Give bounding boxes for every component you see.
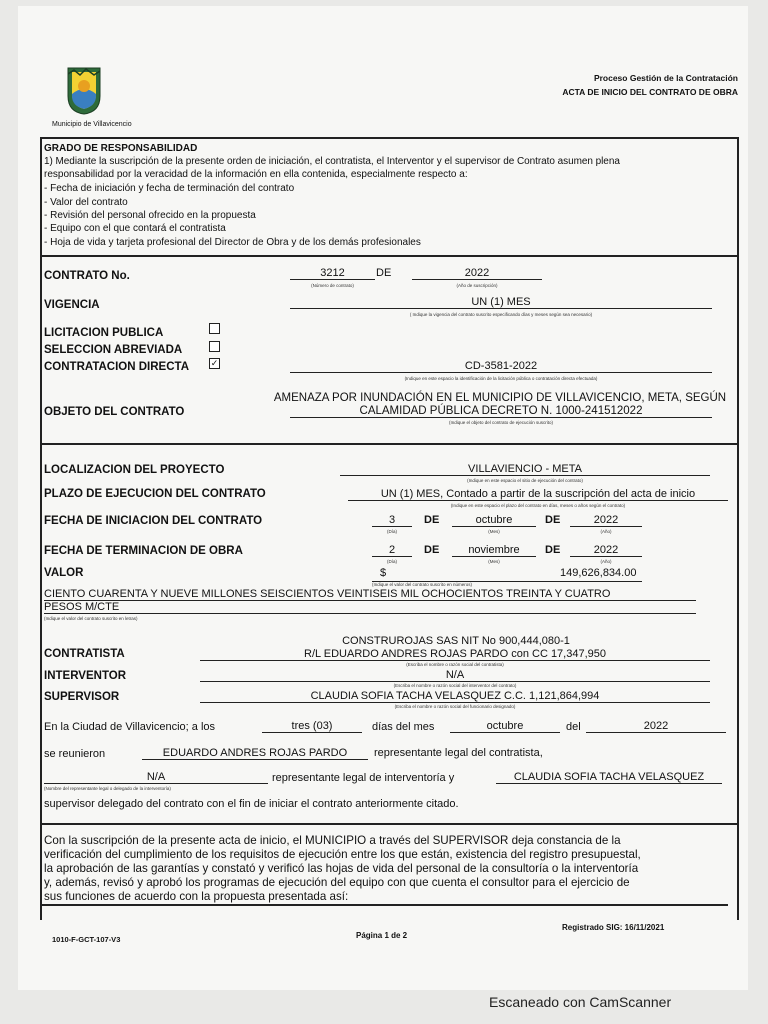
seleccion-checkbox[interactable] <box>209 341 220 352</box>
final-paragraph-line: y, además, revisó y aprobó los programas de ejecución del equipo con que cuenta el consultor para el ejercicio de <box>44 876 630 889</box>
vigencia-label: VIGENCIA <box>44 299 100 311</box>
municipality-name: Municipio de Villavicencio <box>52 121 132 128</box>
footer-form-code: 1010-F-GCT-107-V3 <box>52 935 121 944</box>
end-month-hint: (Mes) <box>488 559 500 564</box>
meeting-day-value: tres (03) <box>262 720 362 733</box>
supervisor-label: SUPERVISOR <box>44 691 120 703</box>
camscanner-watermark: Escaneado con CamScanner <box>489 994 672 1010</box>
end-date-label: FECHA DE TERMINACION DE OBRA <box>44 545 243 557</box>
meeting-city-text: En la Ciudad de Villavicencio; a los <box>44 721 216 733</box>
responsibility-item: - Valor del contrato <box>44 197 128 208</box>
interventor-value: N/A <box>200 669 710 682</box>
plazo-hint: (Indique en este espacio el plazo del contrato en días, meses o años según el contrato) <box>450 503 626 508</box>
location-hint: (Indique en este espacio el sitio de ejecución del contrato) <box>467 478 583 483</box>
footer-registered: Registrado SIG: 16/11/2021 <box>562 923 665 932</box>
contract-number-label: CONTRATO No. <box>44 270 130 282</box>
supervisor-value: CLAUDIA SOFIA TACHA VELASQUEZ C.C. 1,121,864,994 <box>200 690 710 703</box>
valor-label: VALOR <box>44 567 84 579</box>
licitacion-checkbox[interactable] <box>209 323 220 334</box>
start-month-hint: (Mes) <box>488 529 500 534</box>
interventor-hint: (Escriba el nombre o razón social del interventor del contrato) <box>393 683 517 688</box>
supervisor-hint: (Escriba el nombre o razón social del funcionario designado) <box>394 704 516 709</box>
end-year-value: 2022 <box>570 544 642 557</box>
valor-words-hint: (Indique el valor del contrato suscrito en letras) <box>44 616 138 621</box>
meeting-reunieron: se reunieron <box>44 748 106 760</box>
contract-number-hint: (Número de contrato) <box>311 283 354 288</box>
final-paragraph-line: Con la suscripción de la presente acta de inicio, el MUNICIPIO a través del SUPERVISOR deja constancia de la <box>44 834 621 847</box>
start-day-value: 3 <box>372 514 412 527</box>
start-month-value: octubre <box>452 514 536 527</box>
start-year-value: 2022 <box>570 514 642 527</box>
contract-year-value: 2022 <box>412 267 542 280</box>
meeting-sup-name: CLAUDIA SOFIA TACHA VELASQUEZ <box>496 771 722 784</box>
process-title: Proceso Gestión de la Contratación <box>593 73 738 83</box>
responsibility-item: - Fecha de iniciación y fecha de terminación del contrato <box>44 183 295 194</box>
directa-checkbox[interactable]: ✓ <box>210 358 219 368</box>
responsibility-item: - Equipo con el que contará el contratista <box>44 223 226 234</box>
document-title: ACTA DE INICIO DEL CONTRATO DE OBRA <box>562 87 738 97</box>
vigencia-value: UN (1) MES <box>290 296 712 309</box>
responsibility-item: - Revisión del personal ofrecido en la propuesta <box>44 210 256 221</box>
contratista-label: CONTRATISTA <box>44 648 125 660</box>
objeto-hint: (Indique el objeto del contrato de ejecución suscrito) <box>448 420 554 425</box>
valor-hint: (Indique el valor del contrato suscrito en números) <box>372 582 473 587</box>
end-day-value: 2 <box>372 544 412 557</box>
vigencia-hint: ( Indique la vigencia del contrato suscrito especificando días y meses según sea necesario) <box>409 312 593 317</box>
responsibility-title: GRADO DE RESPONSABILIDAD <box>44 143 198 154</box>
frame-top-border <box>40 137 738 139</box>
end-month-value: noviembre <box>452 544 536 557</box>
municipality-logo <box>66 66 102 121</box>
start-year-hint: (Año) <box>600 529 612 534</box>
process-id-value: CD-3581-2022 <box>290 360 712 373</box>
footer-page-number: Página 1 de 2 <box>356 931 408 940</box>
start-day-hint: (Día) <box>387 529 397 534</box>
meeting-rep-text: representante legal del contratista, <box>374 747 543 759</box>
meeting-rep-name: EDUARDO ANDRES ROJAS PARDO <box>142 747 368 760</box>
modality-label-seleccion: SELECCION ABREVIADA <box>44 344 183 356</box>
modality-label-licitacion: LICITACION PUBLICA <box>44 327 164 339</box>
responsibility-item: - Hoja de vida y tarjeta profesional del Director de Obra y de los demás profesionales <box>44 237 421 248</box>
contract-year-hint: (Año de suscripción) <box>456 283 498 288</box>
meeting-closing: supervisor delegado del contrato con el fin de iniciar el contrato anteriormente citado. <box>44 798 459 810</box>
modality-label-directa: CONTRATACION DIRECTA <box>44 361 190 373</box>
meeting-interv-hint: (Nombre del representante legal o delegado de la interventoría) <box>44 786 171 791</box>
contratista-line-1: CONSTRUROJAS SAS NIT No 900,444,080-1 <box>342 635 570 647</box>
meeting-interv-text: representante legal de interventoría y <box>272 772 455 784</box>
section-divider-1 <box>40 255 738 257</box>
end-de-2: DE <box>545 544 561 556</box>
meeting-month-value: octubre <box>450 720 560 733</box>
valor-words-1: CIENTO CUARENTA Y NUEVE MILLONES SEISCIENTOS VEINTISEIS MIL OCHOCIENTOS TREINTA Y CUATRO <box>44 588 696 601</box>
contract-de: DE <box>376 267 392 279</box>
valor-amount: 149,626,834.00 <box>560 567 637 579</box>
final-paragraph-line: la aprobación de las garantías y constató y verificó las hojas de vida del personal de la consultoría o la interventoría <box>44 862 639 875</box>
start-de-1: DE <box>424 514 440 526</box>
valor-words-2: PESOS M/CTE <box>44 601 696 614</box>
meeting-del: del <box>566 721 581 733</box>
final-paragraph-line: verificación del cumplimiento de los requisitos de ejecución entre los que están, existencia del registro presupuestal, <box>44 848 641 861</box>
plazo-label: PLAZO DE EJECUCION DEL CONTRATO <box>44 488 266 500</box>
responsibility-text-2: responsabilidad por la veracidad de la información en ella contenida, especialmente respecto a: <box>44 169 468 180</box>
end-day-hint: (Día) <box>387 559 397 564</box>
objeto-line-1: AMENAZA POR INUNDACIÓN EN EL MUNICIPIO DE VILLAVICENCIO, META, SEGÚN <box>273 392 727 404</box>
plazo-value: UN (1) MES, Contado a partir de la suscripción del acta de inicio <box>348 488 728 501</box>
start-date-label: FECHA DE INICIACION DEL CONTRATO <box>44 515 263 527</box>
contratista-line-2: R/L EDUARDO ANDRES ROJAS PARDO con CC 17,347,950 <box>200 648 710 661</box>
location-label: LOCALIZACION DEL PROYECTO <box>44 464 225 476</box>
start-de-2: DE <box>545 514 561 526</box>
responsibility-text-1: 1) Mediante la suscripción de la presente orden de iniciación, el contratista, el Interventor y el supervisor de Contrato asumen plena <box>44 156 620 167</box>
objeto-label: OBJETO DEL CONTRATO <box>44 406 185 418</box>
section-divider-3 <box>40 823 738 825</box>
valor-currency: $ <box>380 567 387 579</box>
meeting-year-value: 2022 <box>586 720 726 733</box>
meeting-dias-mes: días del mes <box>372 721 435 733</box>
contratista-hint: (Escriba el nombre o razón social del contratista) <box>406 662 504 667</box>
meeting-interv-name: N/A <box>44 771 268 784</box>
end-de-1: DE <box>424 544 440 556</box>
section-divider-2 <box>40 443 738 445</box>
location-value: VILLAVIENCIO - META <box>340 463 710 476</box>
end-year-hint: (Año) <box>600 559 612 564</box>
process-id-hint: (Indique en este espacio la identificación de la licitación pública o contratación directa efectuada) <box>404 376 598 381</box>
interventor-label: INTERVENTOR <box>44 670 127 682</box>
final-paragraph-line: sus funciones de acuerdo con la propuesta presentada así: <box>44 890 349 903</box>
objeto-line-2: CALAMIDAD PÚBLICA DECRETO N. 1000-241512022 <box>290 405 712 418</box>
contract-number-value: 3212 <box>290 267 375 280</box>
